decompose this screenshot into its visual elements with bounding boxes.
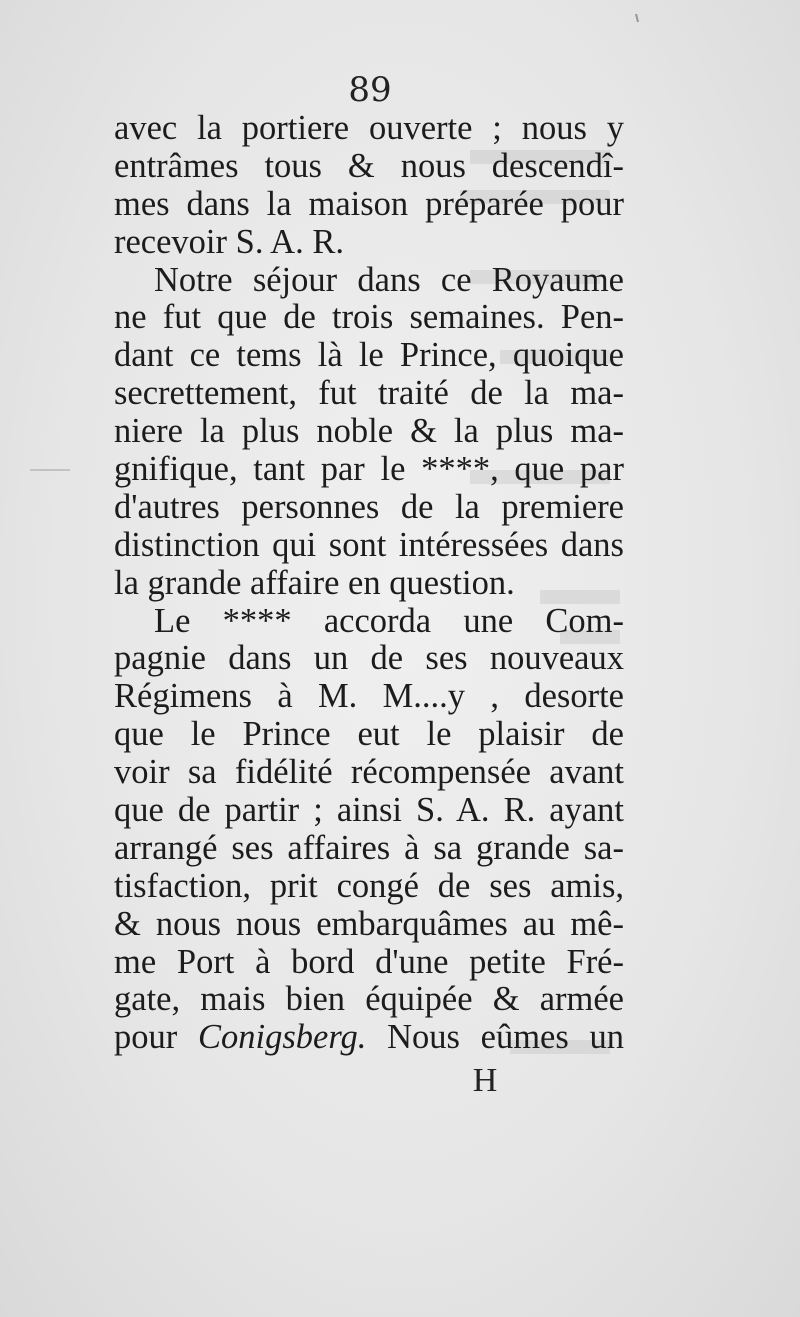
text-line: que le Prince eut le plaisir de xyxy=(114,715,624,754)
text-line: me Port à bord d'une petite Fré- xyxy=(114,942,624,981)
text-fragment: Nous eûmes un xyxy=(387,1018,625,1057)
text-line: secrettement, fut traité de la ma- xyxy=(114,374,624,413)
italic-place-name: Conigsberg. xyxy=(197,1018,367,1057)
text-line: entrâmes tous & nous descendî- xyxy=(114,146,624,185)
text-line: niere la plus noble & la plus ma- xyxy=(114,412,624,451)
text-line: & nous nous embarquâmes au mê- xyxy=(114,904,624,943)
text-line: la grande affaire en question. xyxy=(114,563,515,602)
text-line: ne fut que de trois semaines. Pen- xyxy=(114,298,624,337)
text-line: tisfaction, prit congé de ses amis, xyxy=(114,866,624,905)
text-line: d'autres personnes de la premiere xyxy=(114,487,624,526)
text-line: pagnie dans un de ses nouveaux xyxy=(114,639,624,678)
page-number: 89 xyxy=(348,70,392,110)
text-line: gate, mais bien équipée & armée xyxy=(114,980,624,1019)
text-line: gnifique, tant par le ****, que par xyxy=(114,450,624,489)
body-text xyxy=(114,110,624,1057)
text-line: Régimens à M. M....y , desorte xyxy=(114,677,624,716)
signature-mark: H xyxy=(472,1062,498,1099)
text-line: recevoir S. A. R. xyxy=(114,222,344,261)
text-line: arrangé ses affaires à sa grande sa- xyxy=(114,828,624,867)
text-line: que de partir ; ainsi S. A. R. ayant xyxy=(114,791,624,830)
text-line: voir sa fidélité récompensée avant xyxy=(114,753,624,792)
text-fragment: pour xyxy=(114,1018,178,1057)
paragraph-start-line: Notre séjour dans ce Royaume xyxy=(154,260,624,299)
paragraph-start-line: Le **** accorda une Com- xyxy=(154,601,624,640)
text-line: avec la portiere ouverte ; nous y xyxy=(114,109,624,147)
text-line: mes dans la maison préparée pour xyxy=(114,184,624,223)
text-line: dant ce tems là le Prince, quoique xyxy=(114,336,624,375)
text-line xyxy=(114,1019,624,1057)
text-line: distinction qui sont intéressées dans xyxy=(114,525,624,564)
